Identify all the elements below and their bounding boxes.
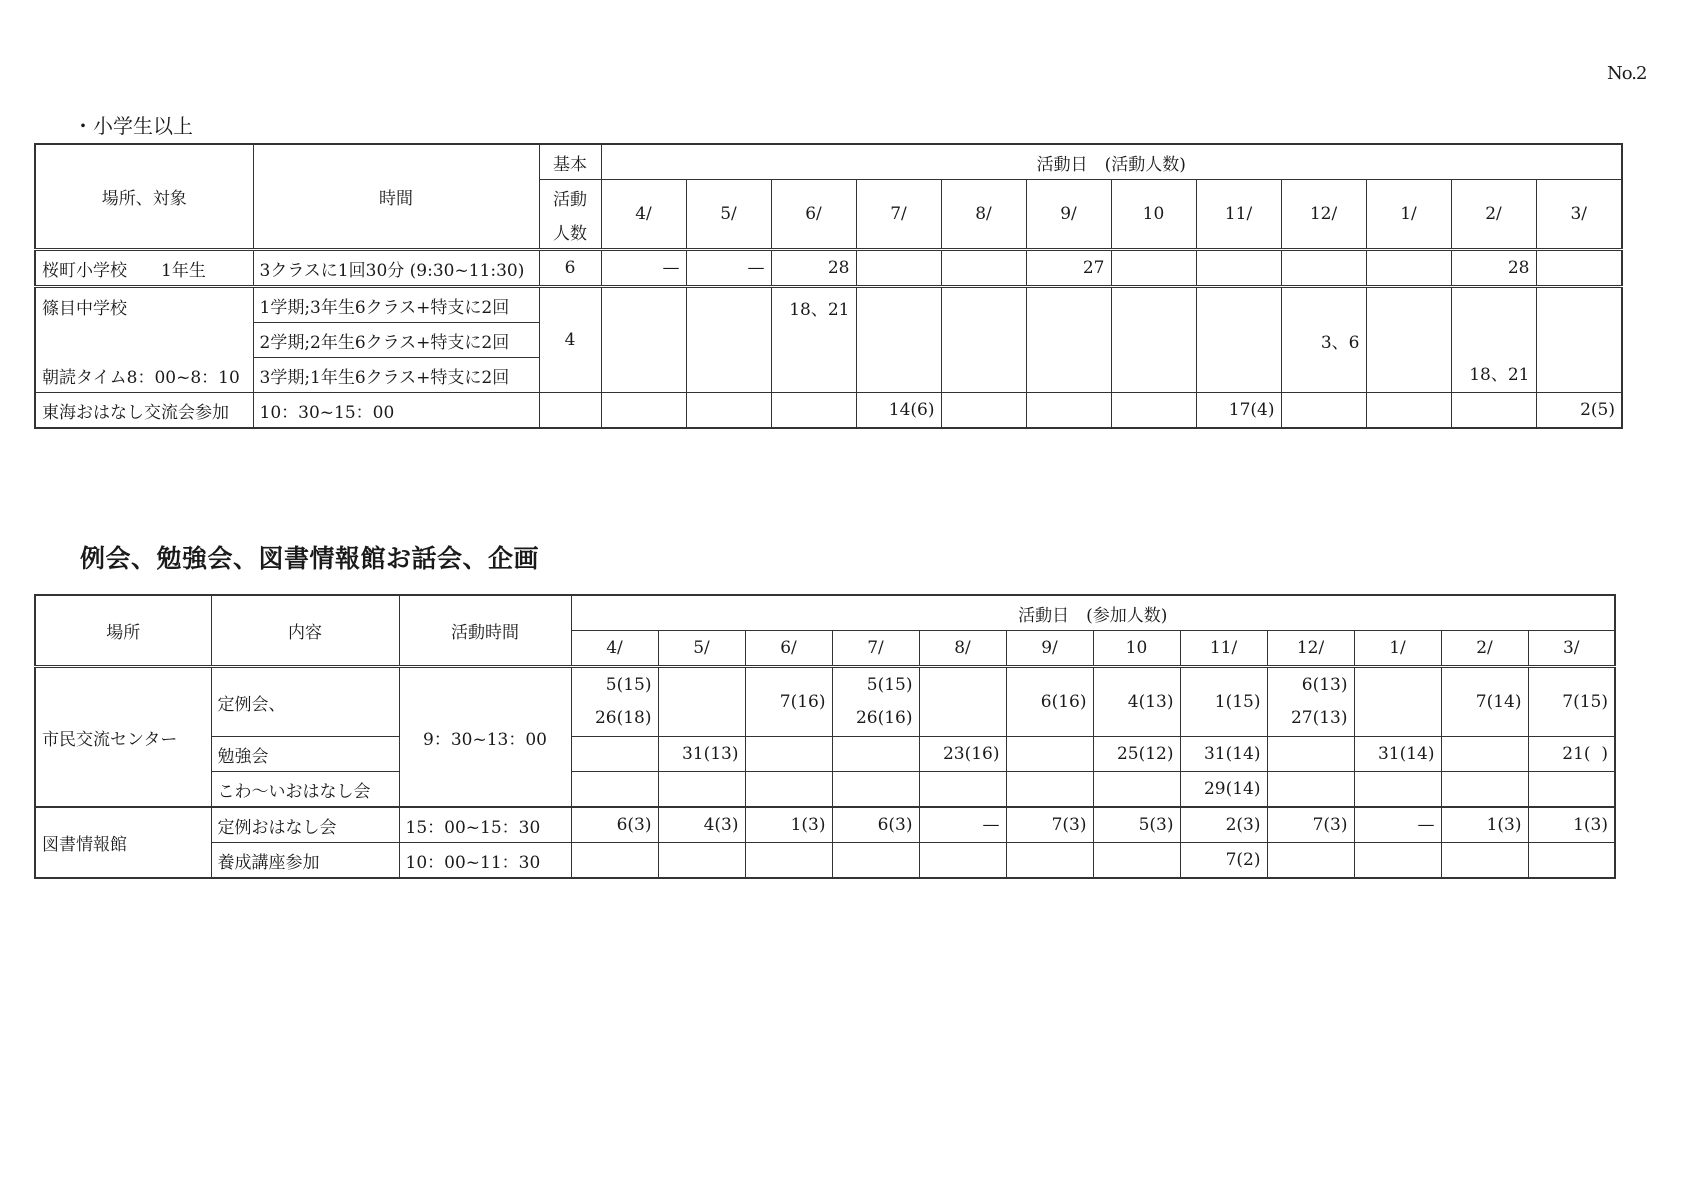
- cell-aug: [919, 843, 1006, 879]
- table-row: [35, 287, 1622, 323]
- month-header: 2/: [1441, 631, 1528, 667]
- cell-apr: [571, 843, 658, 879]
- cell-jul: [856, 287, 941, 393]
- cell-feb: [1441, 772, 1528, 808]
- row-time: 10：30~15：00: [253, 393, 539, 429]
- cell-nov: 17(4): [1196, 393, 1281, 429]
- reading-time-note: 朝読タイム8：00~8：10: [42, 368, 240, 388]
- table-row: [35, 250, 1622, 287]
- header-time: 活動時間: [399, 595, 571, 667]
- table-row: [35, 737, 1615, 772]
- cell-mar: [1528, 772, 1615, 808]
- cell-nov: [1196, 250, 1281, 287]
- cell-oct: 5(3): [1093, 807, 1180, 843]
- row-place: 市民交流センター: [35, 667, 211, 808]
- cell-mar: 2(5): [1536, 393, 1622, 429]
- section2-title: 例会、勉強会、図書情報館お話会、企画: [80, 544, 540, 573]
- cell-sep: [1026, 393, 1111, 429]
- cell-dec: [1267, 843, 1354, 879]
- cell-may: —: [686, 250, 771, 287]
- cell-may: [686, 393, 771, 429]
- cell-dec: 3、6: [1281, 287, 1366, 393]
- cell-sep: [1026, 287, 1111, 393]
- cell-dec: 7(3): [1267, 807, 1354, 843]
- cell-aug: [919, 772, 1006, 808]
- header-basic-2: 活動: [539, 180, 601, 215]
- row-content: こわ～いおはなし会: [211, 772, 399, 808]
- cell-mar: 21( ): [1528, 737, 1615, 772]
- row-time: 9：30~13：00: [399, 667, 571, 808]
- header-content: 内容: [211, 595, 399, 667]
- cell-sep: [1006, 843, 1093, 879]
- cell-jan: [1354, 772, 1441, 808]
- month-header: 3/: [1528, 631, 1615, 667]
- month-header: 11/: [1196, 180, 1281, 250]
- header-activity-days: 活動日 (活動人数): [601, 144, 1622, 180]
- cell-oct: [1111, 250, 1196, 287]
- cell-value: 26(16): [855, 708, 913, 728]
- cell-jul: 6(3): [832, 807, 919, 843]
- row-place: 図書情報館: [35, 807, 211, 878]
- cell-may: 31(13): [658, 737, 745, 772]
- cell-may: [658, 772, 745, 808]
- cell-value: 26(18): [594, 708, 652, 728]
- row-place: 東海おはなし交流会参加: [35, 393, 253, 429]
- cell-mar: [1536, 287, 1622, 393]
- school-name: 篠目中学校: [42, 299, 127, 319]
- cell-sep: 27: [1026, 250, 1111, 287]
- cell-apr: 6(3): [571, 807, 658, 843]
- cell-aug: —: [919, 807, 1006, 843]
- month-header: 4/: [571, 631, 658, 667]
- cell-jan: [1366, 393, 1451, 429]
- cell-apr: —: [601, 250, 686, 287]
- month-header: 5/: [686, 180, 771, 250]
- cell-jul: [856, 250, 941, 287]
- cell-jul: [832, 737, 919, 772]
- cell-nov: [1196, 287, 1281, 393]
- cell-oct: [1111, 393, 1196, 429]
- cell-apr: [601, 393, 686, 429]
- meetings-table: [34, 594, 1616, 879]
- month-header: 8/: [919, 631, 1006, 667]
- cell-jun: [771, 393, 856, 429]
- month-header: 2/: [1451, 180, 1536, 250]
- month-header: 4/: [601, 180, 686, 250]
- cell-apr: [571, 772, 658, 808]
- header-basic-1: 基本: [539, 144, 601, 180]
- cell-dec: [1267, 737, 1354, 772]
- month-header: 12/: [1267, 631, 1354, 667]
- header-time: 時間: [253, 144, 539, 250]
- cell-sep: 6(16): [1006, 667, 1093, 737]
- month-header: 3/: [1536, 180, 1622, 250]
- cell-apr: [571, 667, 658, 737]
- row-time: 10：00~11：30: [399, 843, 571, 879]
- row-place: [35, 287, 253, 393]
- cell-jan: —: [1354, 807, 1441, 843]
- section1-title: ・小学生以上: [73, 114, 193, 138]
- cell-may: [686, 287, 771, 393]
- row-content: 定例会、: [211, 667, 399, 737]
- cell-oct: [1093, 843, 1180, 879]
- cell-dec: [1281, 393, 1366, 429]
- cell-jan: [1354, 843, 1441, 879]
- cell-oct: 25(12): [1093, 737, 1180, 772]
- cell-nov: 31(14): [1180, 737, 1267, 772]
- row-time: 3学期;1年生6クラス+特支に2回: [253, 358, 539, 393]
- table-row: [35, 807, 1615, 843]
- cell-dec: [1281, 250, 1366, 287]
- cell-dec: [1267, 667, 1354, 737]
- row-time: 1学期;3年生6クラス+特支に2回: [253, 287, 539, 323]
- month-header: 1/: [1354, 631, 1441, 667]
- cell-value: 5(15): [866, 675, 913, 695]
- cell-jun: [745, 843, 832, 879]
- month-header: 7/: [832, 631, 919, 667]
- cell-jul: [832, 843, 919, 879]
- cell-nov: 7(2): [1180, 843, 1267, 879]
- cell-mar: [1536, 250, 1622, 287]
- cell-value: 6(13): [1301, 675, 1348, 695]
- cell-apr: [571, 737, 658, 772]
- month-header: 7/: [856, 180, 941, 250]
- cell-mar: [1528, 843, 1615, 879]
- cell-jun: 18、21: [771, 287, 856, 393]
- month-header: 1/: [1366, 180, 1451, 250]
- row-time: 3クラスに1回30分 (9:30~11:30): [253, 250, 539, 287]
- cell-may: 4(3): [658, 807, 745, 843]
- row-basic: 4: [539, 287, 601, 393]
- month-header: 9/: [1026, 180, 1111, 250]
- cell-oct: [1111, 287, 1196, 393]
- row-content: 勉強会: [211, 737, 399, 772]
- row-time: 15：00~15：30: [399, 807, 571, 843]
- cell-jun: 28: [771, 250, 856, 287]
- cell-nov: 2(3): [1180, 807, 1267, 843]
- month-header: 6/: [771, 180, 856, 250]
- cell-oct: 4(13): [1093, 667, 1180, 737]
- cell-aug: 23(16): [919, 737, 1006, 772]
- month-header: 8/: [941, 180, 1026, 250]
- cell-aug: [941, 287, 1026, 393]
- row-content: 養成講座参加: [211, 843, 399, 879]
- cell-jul: [832, 772, 919, 808]
- row-place: 桜町小学校 1年生: [35, 250, 253, 287]
- cell-jul: [832, 667, 919, 737]
- cell-jan: 31(14): [1354, 737, 1441, 772]
- cell-jun: [745, 737, 832, 772]
- elementary-table: [34, 143, 1623, 429]
- header-place: 場所、対象: [35, 144, 253, 250]
- cell-oct: [1093, 772, 1180, 808]
- cell-sep: [1006, 737, 1093, 772]
- month-header: 10: [1111, 180, 1196, 250]
- cell-jan: [1366, 287, 1451, 393]
- table-row: [35, 772, 1615, 808]
- page-number: No.2: [1607, 63, 1647, 84]
- cell-jun: 1(3): [745, 807, 832, 843]
- cell-mar: 1(3): [1528, 807, 1615, 843]
- cell-value: 5(15): [605, 675, 652, 695]
- cell-aug: [941, 250, 1026, 287]
- cell-may: [658, 667, 745, 737]
- table-row: [35, 393, 1622, 429]
- month-header: 10: [1093, 631, 1180, 667]
- cell-sep: [1006, 772, 1093, 808]
- cell-feb: [1441, 737, 1528, 772]
- cell-feb: 1(3): [1441, 807, 1528, 843]
- cell-jun: [745, 772, 832, 808]
- month-header: 11/: [1180, 631, 1267, 667]
- cell-feb: [1451, 393, 1536, 429]
- month-header: 6/: [745, 631, 832, 667]
- header-basic-3: 人数: [539, 214, 601, 250]
- cell-feb: 7(14): [1441, 667, 1528, 737]
- table-row: [35, 843, 1615, 879]
- cell-jun: 7(16): [745, 667, 832, 737]
- cell-sep: 7(3): [1006, 807, 1093, 843]
- cell-aug: [941, 393, 1026, 429]
- cell-mar: 7(15): [1528, 667, 1615, 737]
- cell-jan: [1354, 667, 1441, 737]
- cell-aug: [919, 667, 1006, 737]
- cell-jan: [1366, 250, 1451, 287]
- header-activity-days: 活動日 (参加人数): [571, 595, 1615, 631]
- row-content: 定例おはなし会: [211, 807, 399, 843]
- cell-nov: 1(15): [1180, 667, 1267, 737]
- month-header: 12/: [1281, 180, 1366, 250]
- cell-nov: 29(14): [1180, 772, 1267, 808]
- row-basic: 6: [539, 250, 601, 287]
- month-header: 5/: [658, 631, 745, 667]
- cell-feb: 28: [1451, 250, 1536, 287]
- row-basic: [539, 393, 601, 429]
- cell-may: [658, 843, 745, 879]
- cell-feb: 18、21: [1451, 287, 1536, 393]
- cell-value: 27(13): [1290, 708, 1348, 728]
- header-place: 場所: [35, 595, 211, 667]
- cell-jul: 14(6): [856, 393, 941, 429]
- cell-dec: [1267, 772, 1354, 808]
- table-row: [35, 667, 1615, 737]
- month-header: 9/: [1006, 631, 1093, 667]
- cell-feb: [1441, 843, 1528, 879]
- cell-apr: [601, 287, 686, 393]
- row-time: 2学期;2年生6クラス+特支に2回: [253, 323, 539, 358]
